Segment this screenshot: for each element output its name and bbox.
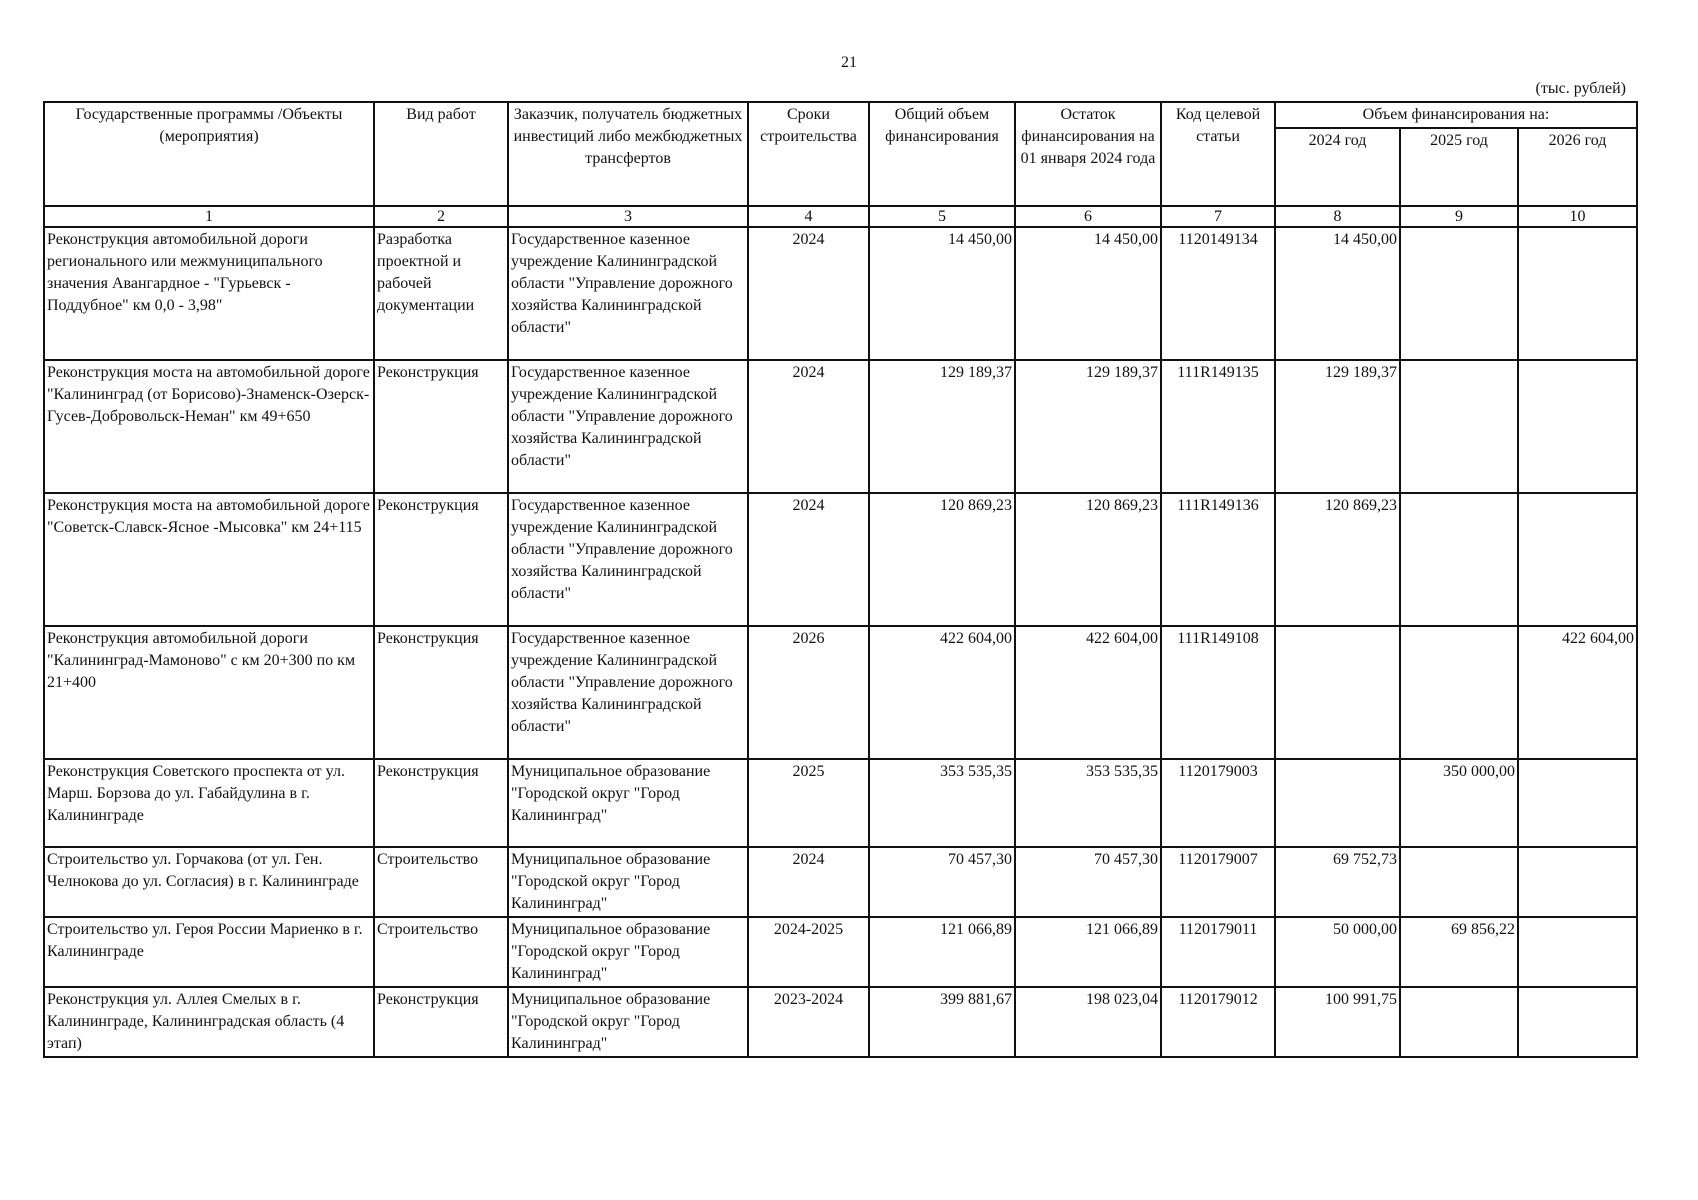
terms: 2024	[748, 227, 869, 360]
column-index: 9	[1400, 206, 1518, 227]
amount-2024	[1275, 626, 1400, 759]
column-index: 2	[374, 206, 508, 227]
target-code: 1120149134	[1161, 227, 1275, 360]
customer: Муниципальное образование "Городской округ "Город Калининград"	[508, 987, 748, 1057]
total-amount: 129 189,37	[869, 360, 1015, 493]
table-row	[44, 227, 1637, 360]
customer: Государственное казенное учреждение Калининградской области "Управление дорожного хозяйства Калининградской области"	[508, 626, 748, 759]
table-row	[44, 759, 1637, 847]
target-code: 111R149135	[1161, 360, 1275, 493]
amount-2026	[1518, 493, 1637, 626]
amount-2024: 100 991,75	[1275, 987, 1400, 1057]
header-total: Общий объем финансирования	[869, 102, 1015, 206]
amount-2025	[1400, 626, 1518, 759]
total-amount: 121 066,89	[869, 917, 1015, 987]
terms: 2024	[748, 360, 869, 493]
work-type: Реконструкция	[374, 987, 508, 1057]
amount-2025	[1400, 360, 1518, 493]
target-code: 1120179011	[1161, 917, 1275, 987]
terms: 2025	[748, 759, 869, 847]
amount-2026	[1518, 227, 1637, 360]
header-2025: 2025 год	[1400, 128, 1518, 206]
target-code: 111R149136	[1161, 493, 1275, 626]
table-row	[44, 626, 1637, 759]
object-name: Реконструкция ул. Аллея Смелых в г. Калининграде, Калининградская область (4 этап)	[44, 987, 374, 1057]
terms: 2024-2025	[748, 917, 869, 987]
units-label: (тыс. рублей)	[1535, 80, 1626, 97]
table-row	[44, 847, 1637, 917]
amount-2026	[1518, 847, 1637, 917]
remainder-amount: 129 189,37	[1015, 360, 1161, 493]
customer: Муниципальное образование "Городской округ "Город Калининград"	[508, 847, 748, 917]
column-index: 10	[1518, 206, 1637, 227]
amount-2026: 422 604,00	[1518, 626, 1637, 759]
column-index-row	[44, 206, 1637, 227]
object-name: Реконструкция моста на автомобильной дороге "Советск-Славск-Ясное -Мысовка" км 24+115	[44, 493, 374, 626]
amount-2025	[1400, 493, 1518, 626]
amount-2024	[1275, 759, 1400, 847]
terms: 2023-2024	[748, 987, 869, 1057]
header-2026: 2026 год	[1518, 128, 1637, 206]
remainder-amount: 120 869,23	[1015, 493, 1161, 626]
total-amount: 14 450,00	[869, 227, 1015, 360]
total-amount: 422 604,00	[869, 626, 1015, 759]
column-index: 8	[1275, 206, 1400, 227]
remainder-amount: 121 066,89	[1015, 917, 1161, 987]
customer: Муниципальное образование "Городской округ "Город Калининград"	[508, 759, 748, 847]
amount-2026	[1518, 917, 1637, 987]
amount-2024: 120 869,23	[1275, 493, 1400, 626]
object-name: Реконструкция моста на автомобильной дороге "Калининград (от Борисово)-Знаменск-Озерск-Гусев-Добровольск-Неман" км 49+650	[44, 360, 374, 493]
amount-2025	[1400, 987, 1518, 1057]
terms: 2024	[748, 493, 869, 626]
customer: Государственное казенное учреждение Калининградской области "Управление дорожного хозяйства Калининградской области"	[508, 360, 748, 493]
customer: Муниципальное образование "Городской округ "Город Калининград"	[508, 917, 748, 987]
amount-2025: 69 856,22	[1400, 917, 1518, 987]
total-amount: 353 535,35	[869, 759, 1015, 847]
amount-2024: 129 189,37	[1275, 360, 1400, 493]
work-type: Строительство	[374, 917, 508, 987]
work-type: Разработка проектной и рабочей документации	[374, 227, 508, 360]
amount-2024: 50 000,00	[1275, 917, 1400, 987]
header-work-type: Вид работ	[374, 102, 508, 206]
amount-2025	[1400, 227, 1518, 360]
work-type: Реконструкция	[374, 626, 508, 759]
work-type: Реконструкция	[374, 360, 508, 493]
column-index: 4	[748, 206, 869, 227]
remainder-amount: 353 535,35	[1015, 759, 1161, 847]
object-name: Реконструкция Советского проспекта от ул. Марш. Борзова до ул. Габайдулина в г. Калининграде	[44, 759, 374, 847]
total-amount: 120 869,23	[869, 493, 1015, 626]
remainder-amount: 14 450,00	[1015, 227, 1161, 360]
total-amount: 70 457,30	[869, 847, 1015, 917]
header-funding: Объем финансирования на:	[1275, 102, 1637, 128]
object-name: Строительство ул. Горчакова (от ул. Ген. Челнокова до ул. Согласия) в г. Калининграде	[44, 847, 374, 917]
column-index: 3	[508, 206, 748, 227]
header-remainder: Остаток финансирования на 01 января 2024 года	[1015, 102, 1161, 206]
total-amount: 399 881,67	[869, 987, 1015, 1057]
header-terms: Сроки строительства	[748, 102, 869, 206]
remainder-amount: 198 023,04	[1015, 987, 1161, 1057]
terms: 2026	[748, 626, 869, 759]
target-code: 1120179003	[1161, 759, 1275, 847]
customer: Государственное казенное учреждение Калининградской области "Управление дорожного хозяйства Калининградской области"	[508, 227, 748, 360]
work-type: Строительство	[374, 847, 508, 917]
financing-table	[43, 101, 1638, 1058]
table-row	[44, 493, 1637, 626]
column-index: 5	[869, 206, 1015, 227]
customer: Государственное казенное учреждение Калининградской области "Управление дорожного хозяйства Калининградской области"	[508, 493, 748, 626]
table-row	[44, 917, 1637, 987]
header-2024: 2024 год	[1275, 128, 1400, 206]
remainder-amount: 422 604,00	[1015, 626, 1161, 759]
object-name: Строительство ул. Героя России Мариенко в г. Калининграде	[44, 917, 374, 987]
work-type: Реконструкция	[374, 759, 508, 847]
object-name: Реконструкция автомобильной дороги регионального или межмуниципального значения Авангардное - "Гурьевск - Поддубное" км 0,0 - 3,98"	[44, 227, 374, 360]
amount-2025	[1400, 847, 1518, 917]
object-name: Реконструкция автомобильной дороги "Калининград-Мамоново" с км 20+300 по км 21+400	[44, 626, 374, 759]
page-number: 21	[841, 54, 857, 71]
header-customer: Заказчик, получатель бюджетных инвестиций либо межбюджетных трансфертов	[508, 102, 748, 206]
table-row	[44, 987, 1637, 1057]
amount-2026	[1518, 759, 1637, 847]
column-index: 1	[44, 206, 374, 227]
terms: 2024	[748, 847, 869, 917]
remainder-amount: 70 457,30	[1015, 847, 1161, 917]
target-code: 111R149108	[1161, 626, 1275, 759]
header-code: Код целевой статьи	[1161, 102, 1275, 206]
amount-2026	[1518, 987, 1637, 1057]
amount-2025: 350 000,00	[1400, 759, 1518, 847]
amount-2024: 69 752,73	[1275, 847, 1400, 917]
header-programs: Государственные программы /Объекты (мероприятия)	[44, 102, 374, 206]
amount-2026	[1518, 360, 1637, 493]
column-index: 6	[1015, 206, 1161, 227]
target-code: 1120179007	[1161, 847, 1275, 917]
target-code: 1120179012	[1161, 987, 1275, 1057]
table-row	[44, 360, 1637, 493]
work-type: Реконструкция	[374, 493, 508, 626]
amount-2024: 14 450,00	[1275, 227, 1400, 360]
column-index: 7	[1161, 206, 1275, 227]
